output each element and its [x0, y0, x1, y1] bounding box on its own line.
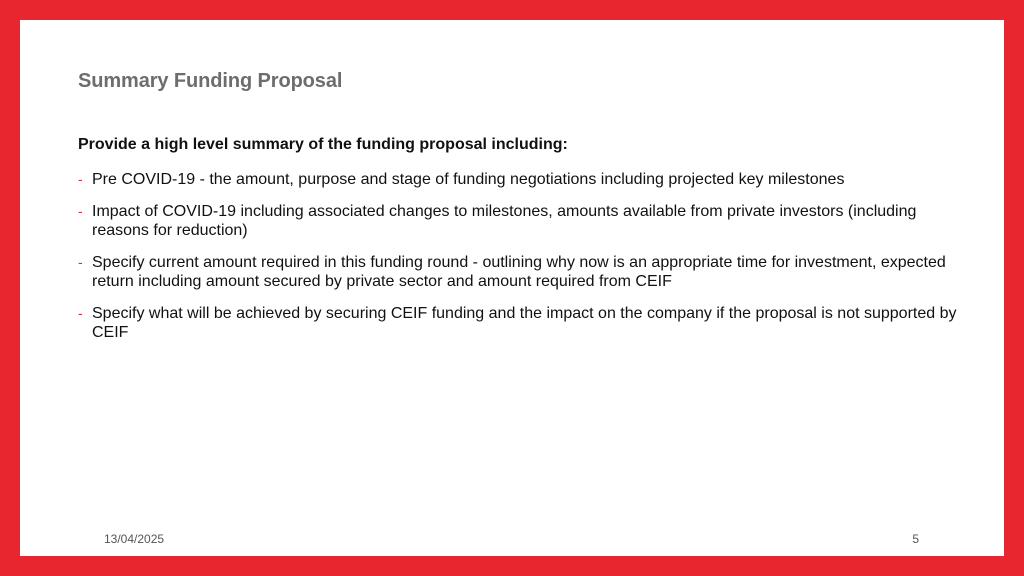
bullet-text: Specify current amount required in this funding round - outlining why now is an appropriate time for investment, expected return including amount secured by private sector and amount required from CEIF	[92, 254, 946, 290]
bullet-item	[78, 202, 958, 240]
dash-marker: -	[78, 305, 83, 321]
bullet-text: Specify what will be achieved by securing CEIF funding and the impact on the company if the proposal is not supported by CEIF	[92, 305, 957, 341]
bullet-list	[78, 170, 958, 355]
intro-heading: Provide a high level summary of the funding proposal including:	[78, 136, 568, 153]
bullet-item	[78, 253, 958, 291]
slide-canvas	[20, 20, 1004, 556]
slide-title: Summary Funding Proposal	[78, 70, 343, 92]
bullet-item	[78, 304, 958, 342]
page-number: 5	[912, 532, 919, 546]
dash-marker: -	[78, 254, 83, 270]
dash-marker: -	[78, 203, 83, 219]
bullet-text: Pre COVID-19 - the amount, purpose and stage of funding negotiations including projected key milestones	[92, 171, 845, 188]
dash-marker: -	[78, 171, 83, 187]
bullet-text: Impact of COVID-19 including associated changes to milestones, amounts available from private investors (including reasons for reduction)	[92, 203, 917, 239]
footer-date: 13/04/2025	[104, 532, 165, 546]
bullet-item	[78, 170, 958, 189]
